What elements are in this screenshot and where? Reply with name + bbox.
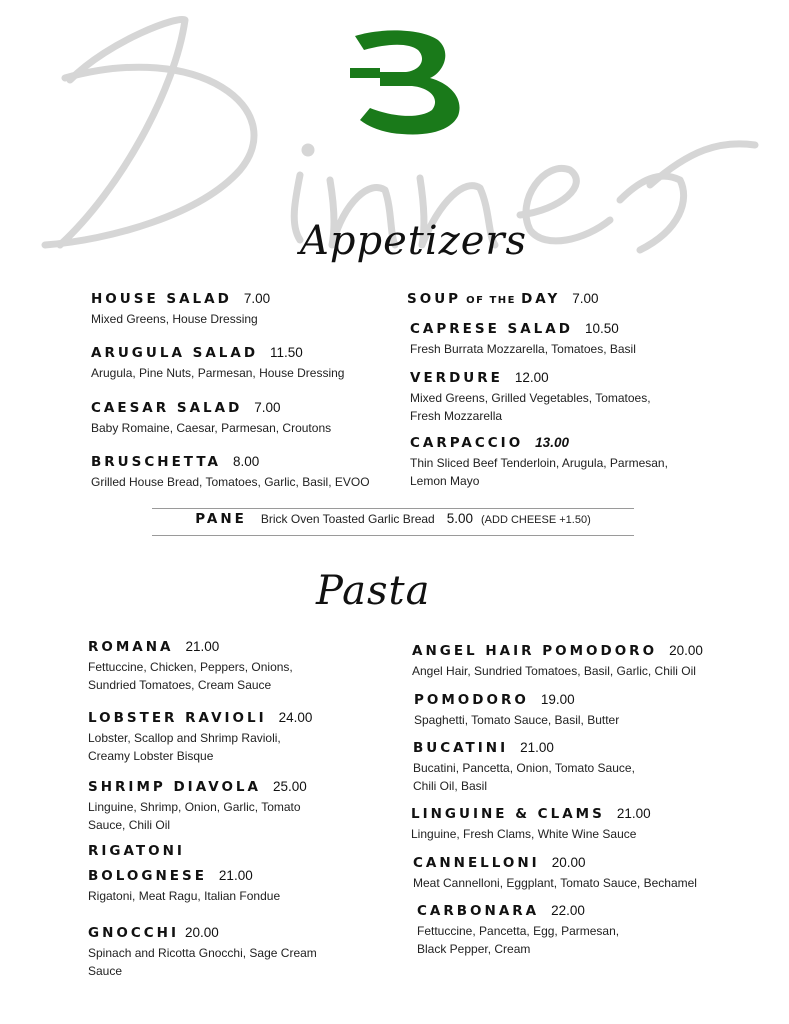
item-name-part: OF THE (466, 295, 516, 306)
menu-item (413, 852, 753, 892)
menu-item (414, 689, 744, 729)
item-description: Grilled House Bread, Tomatoes, Garlic, Basil, EVOO (91, 475, 370, 489)
brand-logo (340, 28, 470, 138)
item-description: Linguine, Shrimp, Onion, Garlic, Tomato (88, 800, 301, 814)
item-price: 11.50 (270, 345, 303, 360)
item-description: Fresh Mozzarella (410, 409, 503, 423)
item-name: HOUSE SALAD (91, 291, 232, 307)
menu-item (417, 900, 747, 958)
menu-item (88, 707, 418, 765)
item-name: SHRIMP DIAVOLA (88, 779, 261, 795)
item-name: CARPACCIO (410, 435, 524, 451)
menu-item (410, 367, 740, 425)
item-name: LINGUINE & CLAMS (411, 806, 605, 822)
appetizers-title: Appetizers (300, 218, 528, 264)
menu-item (91, 288, 421, 328)
item-description: Rigatoni, Meat Ragu, Italian Fondue (88, 889, 281, 903)
menu-item (91, 451, 421, 491)
item-description: Baby Romaine, Caesar, Parmesan, Croutons (91, 421, 332, 435)
item-name: BRUSCHETTA (91, 454, 221, 470)
menu-item (88, 922, 418, 980)
item-description: Spinach and Ricotta Gnocchi, Sage Cream (88, 946, 317, 960)
item-price: 13.00 (535, 435, 569, 450)
item-price: 21.00 (218, 868, 253, 883)
pane-description: Brick Oven Toasted Garlic Bread (260, 512, 435, 526)
item-name: LOBSTER RAVIOLI (88, 710, 267, 726)
pasta-title: Pasta (316, 568, 431, 614)
item-description: Lemon Mayo (410, 474, 480, 488)
item-description: Arugula, Pine Nuts, Parmesan, House Dressing (91, 366, 345, 380)
item-price: 10.50 (584, 321, 619, 336)
menu-item (411, 803, 751, 843)
item-description: Meat Cannelloni, Eggplant, Tomato Sauce, Bechamel (413, 876, 697, 890)
item-name: BUCATINI (413, 740, 509, 756)
menu-item (410, 432, 740, 490)
item-price: 20.00 (551, 855, 586, 870)
item-description: Mixed Greens, Grilled Vegetables, Tomatoes, (410, 391, 651, 405)
item-name: VERDURE (410, 370, 503, 386)
item-description: Sauce (88, 964, 123, 978)
pane-addon: (ADD CHEESE +1.50) (481, 514, 591, 526)
item-price: 21.00 (520, 740, 554, 755)
menu-item (412, 640, 752, 680)
item-description: Chili Oil, Basil (413, 779, 488, 793)
item-price: 8.00 (232, 454, 260, 469)
item-price: 25.00 (272, 779, 307, 794)
item-price: 24.00 (278, 710, 313, 725)
item-description: Linguine, Fresh Clams, White Wine Sauce (411, 827, 637, 841)
item-description: Fettuccine, Pancetta, Egg, Parmesan, (417, 924, 620, 938)
item-name: CARBONARA (417, 903, 540, 919)
item-name: CAPRESE SALAD (410, 321, 573, 337)
item-name: RIGATONI (88, 843, 185, 859)
item-price: 7.00 (243, 291, 271, 306)
item-description: Angel Hair, Sundried Tomatoes, Basil, Garlic, Chili Oil (412, 664, 696, 678)
item-price: 21.00 (185, 639, 220, 654)
divider (152, 508, 634, 509)
menu-item (407, 288, 737, 307)
item-description: Bucatini, Pancetta, Onion, Tomato Sauce, (413, 761, 635, 775)
item-description: Black Pepper, Cream (417, 942, 531, 956)
item-name: ANGEL HAIR POMODORO (412, 643, 658, 659)
item-price: 12.00 (514, 370, 549, 385)
menu-item (410, 318, 740, 358)
item-description: Creamy Lobster Bisque (88, 749, 214, 763)
item-price: 7.00 (572, 291, 599, 306)
item-name-part: DAY (521, 291, 561, 307)
item-price: 20.00 (669, 643, 703, 658)
item-description: Fettuccine, Chicken, Peppers, Onions, (88, 660, 293, 674)
pane-price: 5.00 (446, 511, 474, 526)
item-price: 7.00 (254, 400, 281, 415)
item-name: ROMANA (88, 639, 174, 655)
item-name: CAESAR SALAD (91, 400, 243, 416)
menu-item (88, 776, 418, 834)
item-name: BOLOGNESE (88, 868, 207, 884)
pane-item (152, 511, 634, 527)
item-name: CANNELLONI (413, 855, 540, 871)
item-price: 19.00 (540, 692, 575, 707)
item-description: Thin Sliced Beef Tenderloin, Arugula, Parmesan, (410, 456, 668, 470)
menu-item (91, 342, 421, 382)
item-name: GNOCCHI (88, 925, 179, 941)
item-price: 20.00 (185, 925, 219, 940)
item-name-part: SOUP (407, 291, 462, 307)
item-name: POMODORO (414, 692, 529, 708)
item-description: Sauce, Chili Oil (88, 818, 171, 832)
item-description: Sundried Tomatoes, Cream Sauce (88, 678, 272, 692)
menu-item (88, 636, 418, 694)
divider (152, 535, 634, 536)
pane-name: PANE (195, 511, 247, 527)
menu-item (413, 737, 743, 795)
menu-item (91, 397, 421, 437)
item-name: ARUGULA SALAD (91, 345, 259, 361)
item-description: Mixed Greens, House Dressing (91, 312, 258, 326)
menu-item (88, 843, 418, 905)
item-price: 22.00 (551, 903, 585, 918)
item-description: Lobster, Scallop and Shrimp Ravioli, (88, 731, 281, 745)
item-price: 21.00 (616, 806, 651, 821)
item-description: Fresh Burrata Mozzarella, Tomatoes, Basil (410, 342, 636, 356)
item-description: Spaghetti, Tomato Sauce, Basil, Butter (414, 713, 620, 727)
